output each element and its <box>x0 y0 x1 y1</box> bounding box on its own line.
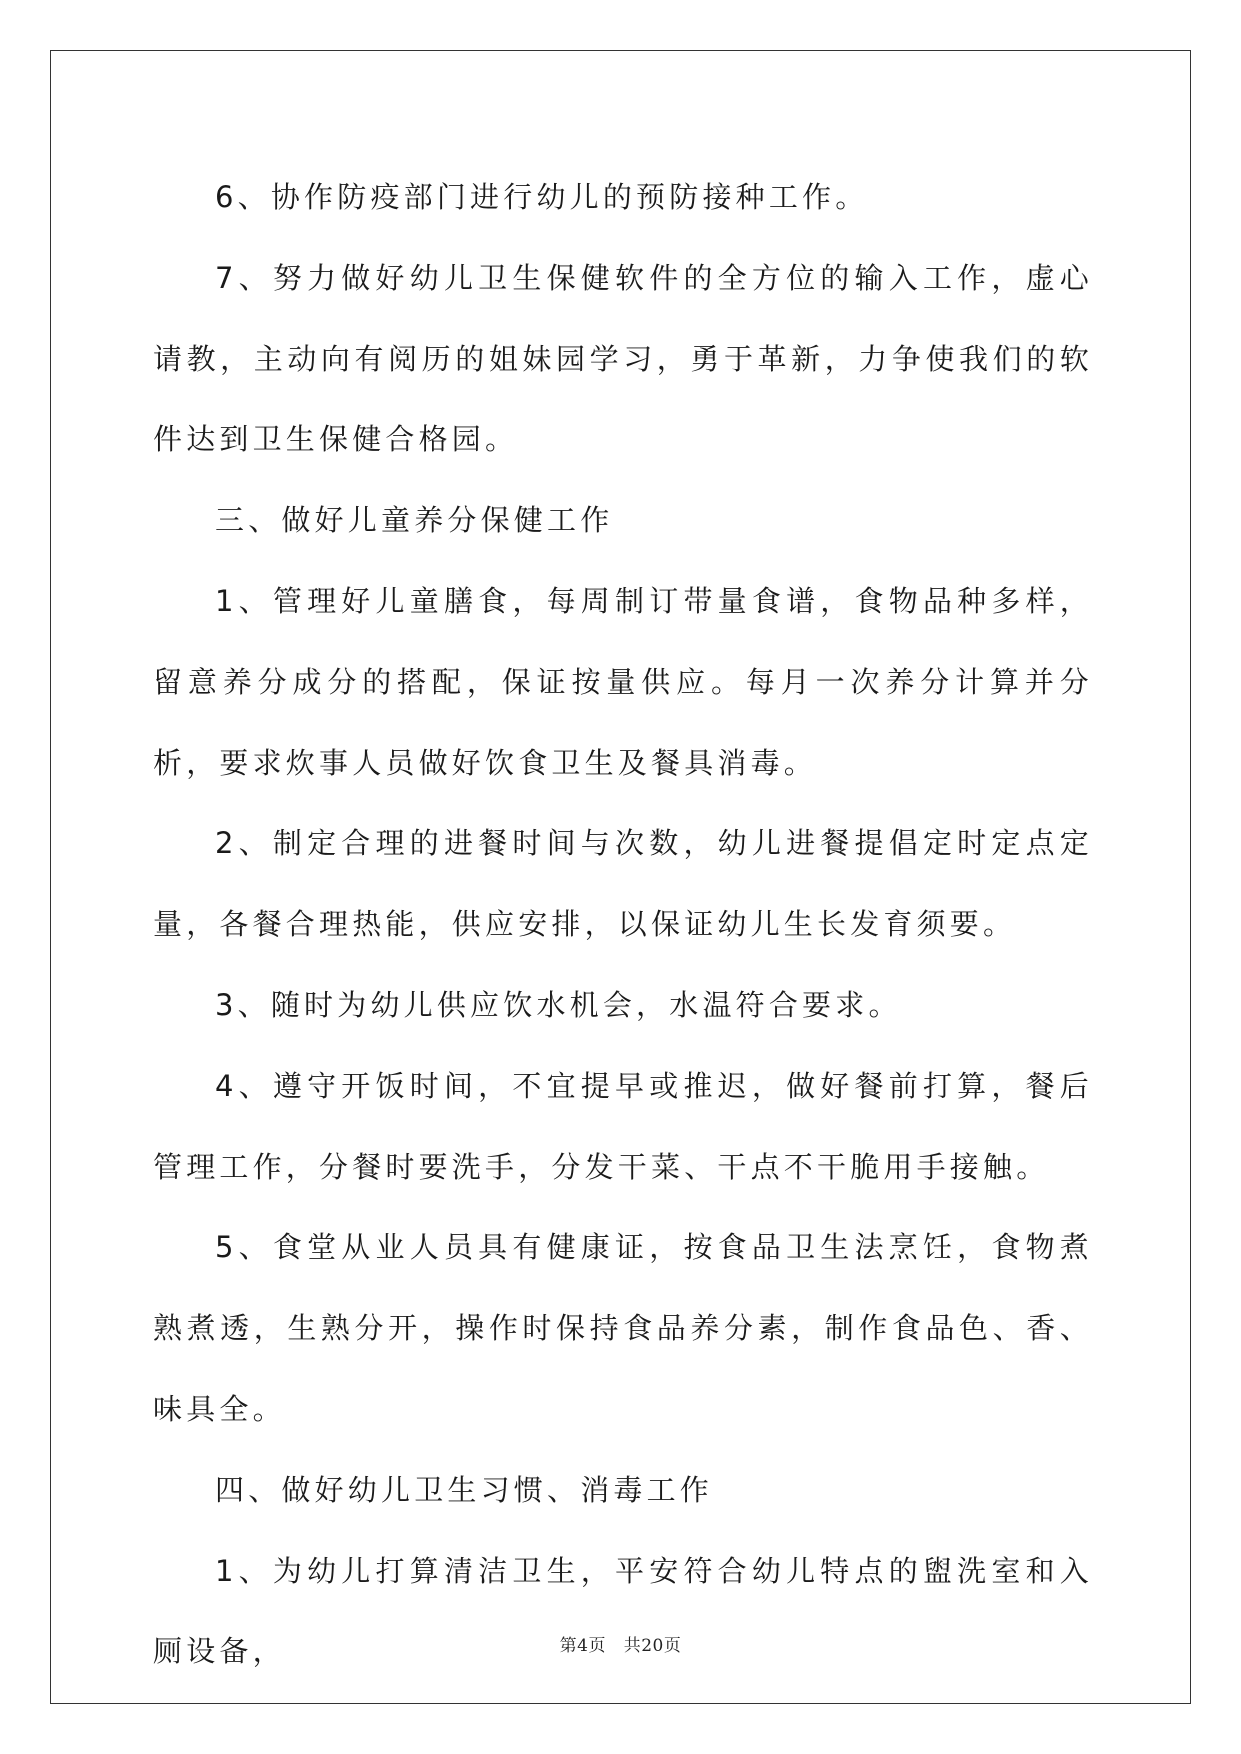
paragraph: 1、为幼儿打算清洁卫生，平安符合幼儿特点的盥洗室和入厕设备， <box>153 1553 1093 1669</box>
paragraph: 1、管理好儿童膳食，每周制订带量食谱，食物品种多样，留意养分成分的搭配，保证按量供应。每月一次养分计算并分析，要求炊事人员做好饮食卫生及餐具消毒。 <box>153 583 1093 780</box>
paragraph: 3、随时为幼儿供应饮水机会，水温符合要求。 <box>215 987 902 1022</box>
footer-separator <box>606 1636 624 1656</box>
total-pages: 共20页 <box>623 1636 682 1656</box>
page-number: 第4页 <box>559 1636 606 1656</box>
paragraph: 2、制定合理的进餐时间与次数，幼儿进餐提倡定时定点定量，各餐合理热能，供应安排，以保证幼儿生长发育须要。 <box>153 826 1093 942</box>
page-footer <box>0 1631 1241 1656</box>
paragraph: 7、努力做好幼儿卫生保健软件的全方位的输入工作，虚心请教，主动向有阅历的姐妹园学习，勇于革新，力争使我们的软件达到卫生保健合格园。 <box>153 260 1093 457</box>
document-body <box>153 157 1093 1692</box>
paragraph: 5、食堂从业人员具有健康证，按食品卫生法烹饪，食物煮熟煮透，生熟分开，操作时保持食品养分素，制作食品色、香、味具全。 <box>153 1230 1093 1426</box>
paragraph: 4、遵守开饭时间，不宜提早或推迟，做好餐前打算，餐后管理工作，分餐时要洗手，分发干菜、干点不干脆用手接触。 <box>153 1068 1093 1184</box>
section-heading: 四、做好幼儿卫生习惯、消毒工作 <box>215 1472 714 1507</box>
paragraph: 6、协作防疫部门进行幼儿的预防接种工作。 <box>215 180 869 214</box>
section-heading: 三、做好儿童养分保健工作 <box>215 503 614 538</box>
